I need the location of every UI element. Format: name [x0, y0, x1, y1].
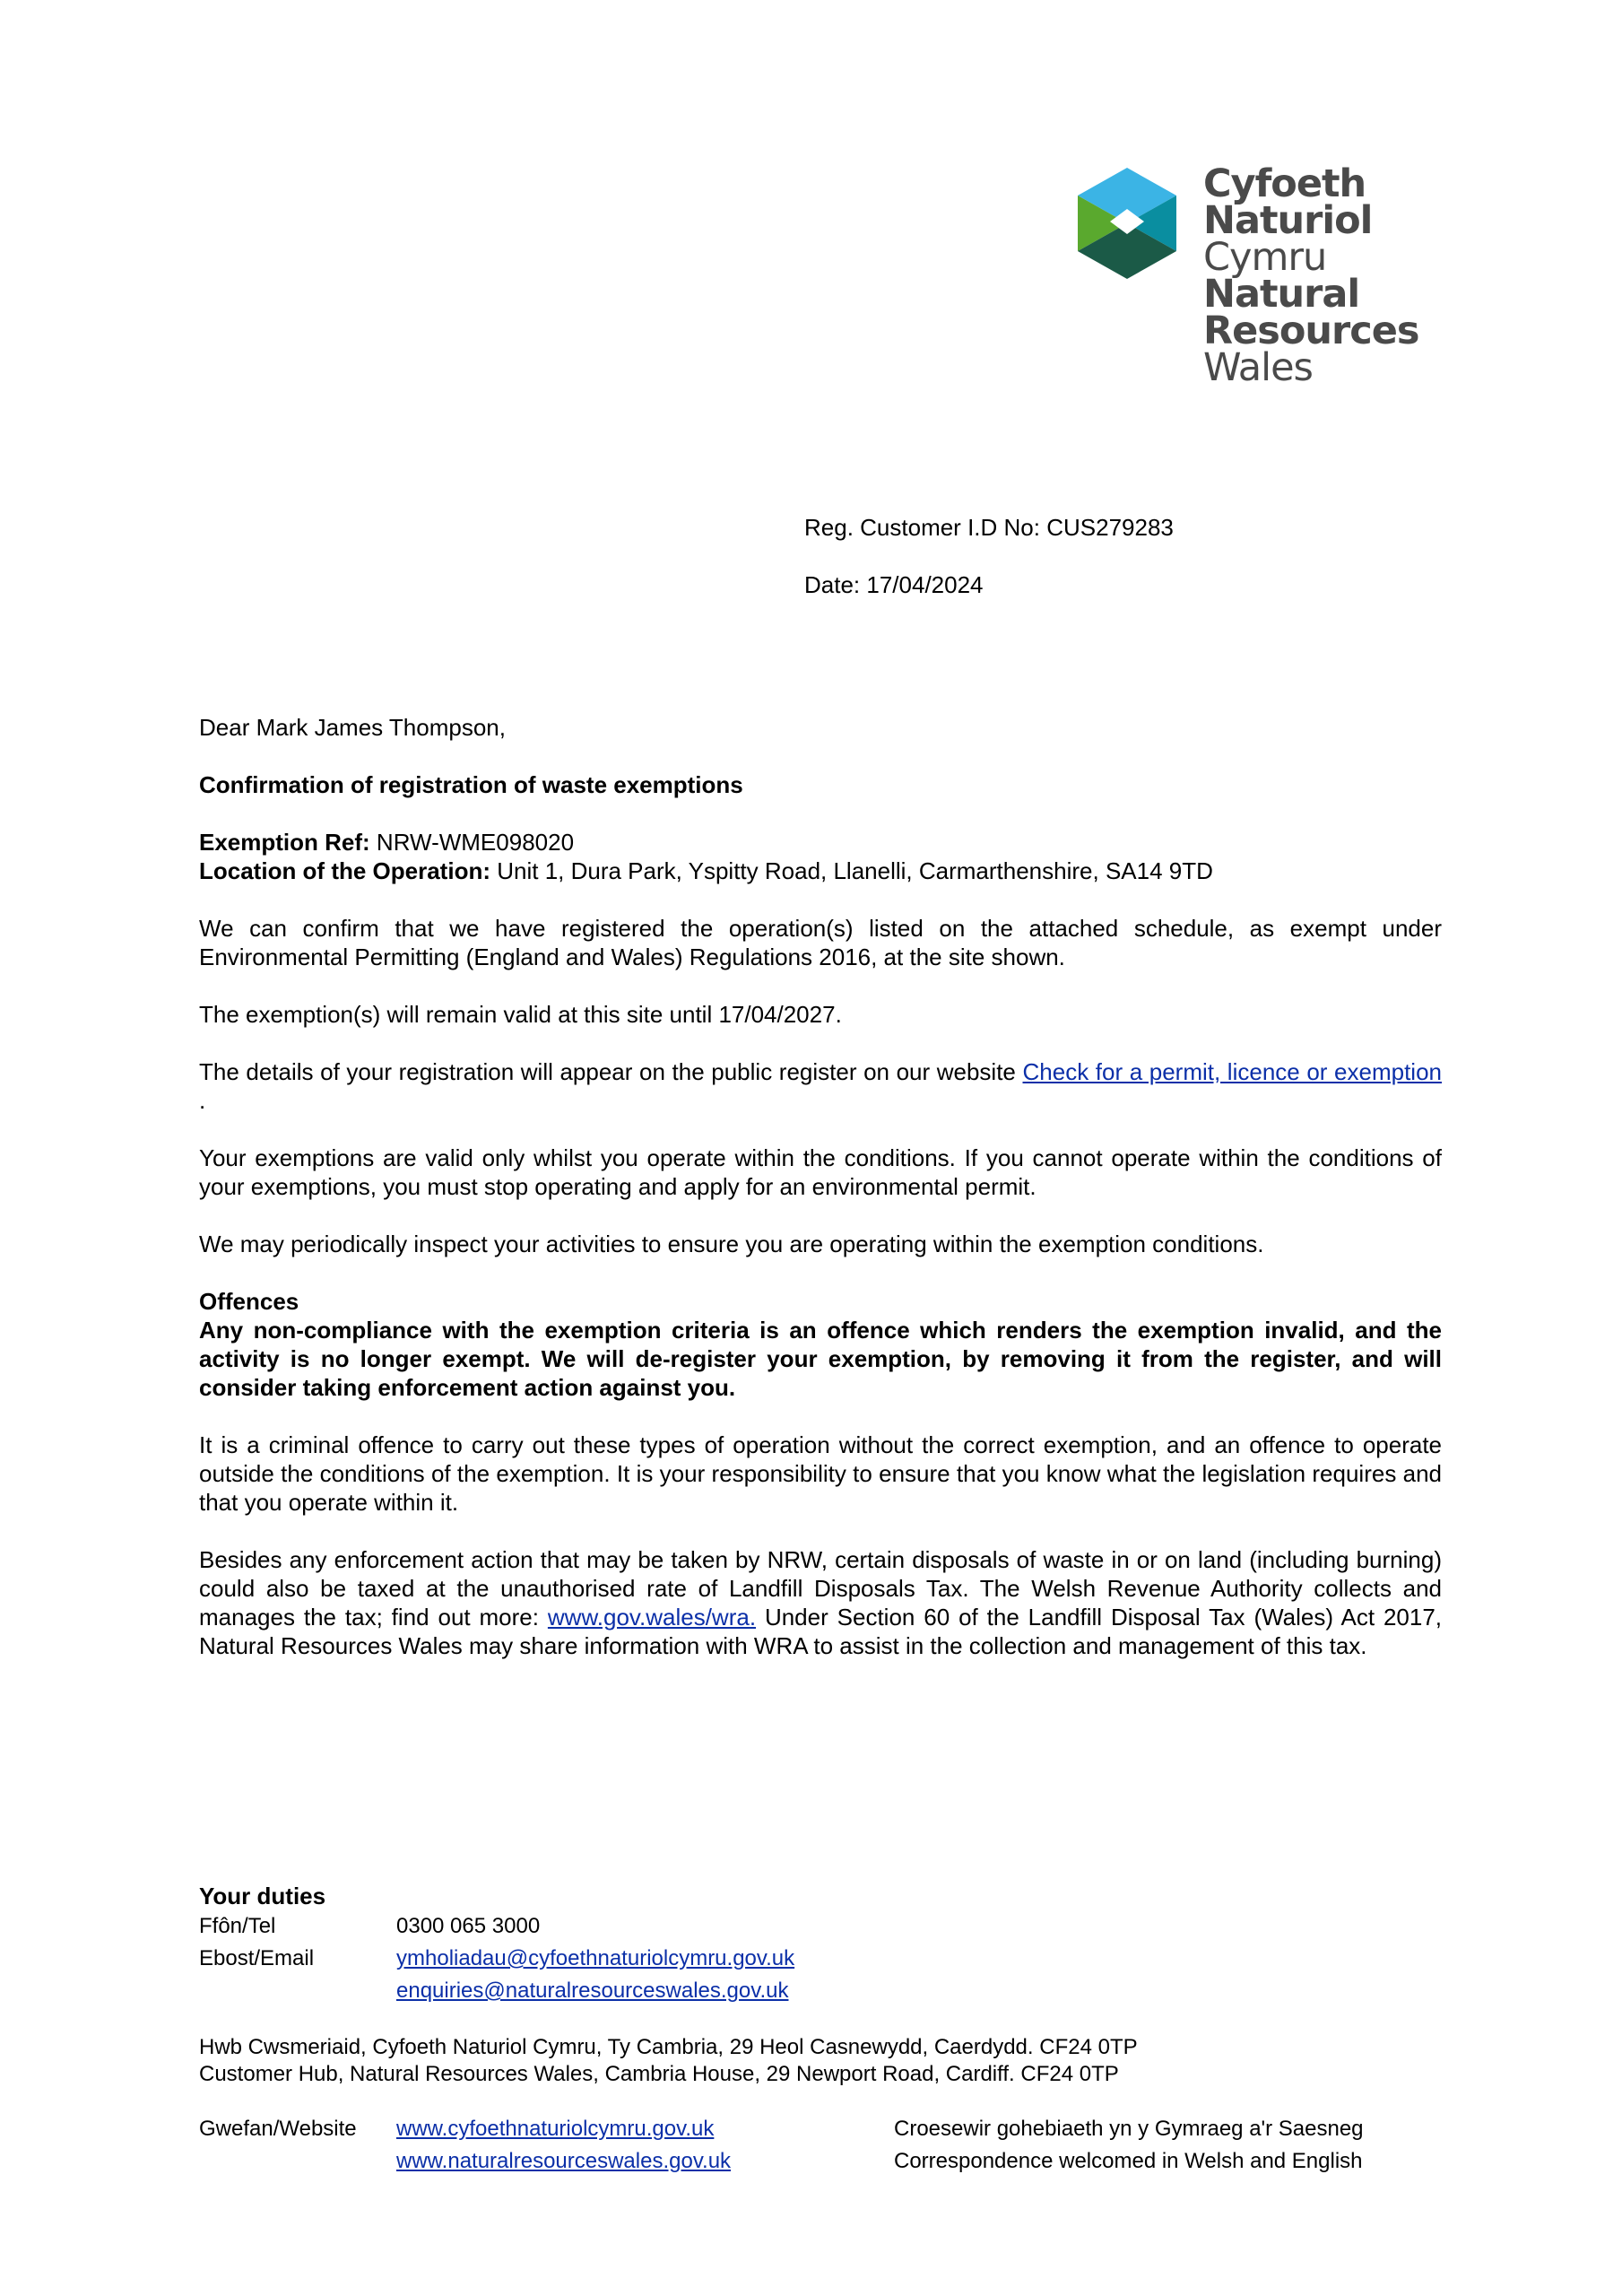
logo-line-cymru: Cymru	[1203, 235, 1327, 280]
location-line	[199, 857, 1442, 885]
email-welsh-link[interactable]: ymholiadau@cyfoethnaturiolcymru.gov.uk	[396, 1946, 795, 1970]
website-row	[199, 2113, 1454, 2178]
email-row	[199, 1943, 1454, 2007]
para-criminal: It is a criminal offence to carry out these types of operation without the correct exemption, and an offence to operate outside the conditions of the exemption. It is your responsibility to ensure that you know what the legislation requires and that you operate within it.	[199, 1431, 1442, 1516]
logo-line-cyfoeth: Cyfoeth	[1203, 161, 1366, 206]
para-register-end: .	[199, 1087, 206, 1114]
correspondence-welsh: Croesewir gohebiaeth yn y Gymraeg a'r Saesneg	[894, 2117, 1364, 2141]
exemption-ref-label: Exemption Ref:	[199, 829, 370, 856]
email-links	[396, 1943, 794, 2007]
tel-row	[199, 1910, 1454, 1943]
para-register	[199, 1057, 1442, 1115]
salutation: Dear Mark James Thompson,	[199, 714, 506, 741]
your-duties-title: Your duties	[199, 1883, 326, 1909]
address-block	[199, 2034, 1454, 2088]
para-tax	[199, 1545, 1442, 1660]
para-conditions: Your exemptions are valid only whilst you operate within the conditions. If you cannot operate within the conditions of your exemptions, you must stop operating and apply for an environmental permit.	[199, 1144, 1442, 1200]
tel-value: 0300 065 3000	[396, 1914, 541, 1938]
date-label: Date:	[804, 571, 861, 598]
exemption-ref-line	[199, 828, 1442, 857]
letter-body	[199, 713, 1442, 1689]
offences-title: Offences	[199, 1288, 299, 1315]
email-english-link[interactable]: enquiries@naturalresourceswales.gov.uk	[396, 1979, 789, 2003]
location-label: Location of the Operation:	[199, 857, 490, 884]
website-english-link[interactable]: www.naturalresourceswales.gov.uk	[396, 2149, 732, 2173]
location-value: Unit 1, Dura Park, Yspitty Road, Llanelli, Carmarthenshire, SA14 9TD	[497, 857, 1213, 884]
date-value: 17/04/2024	[866, 571, 984, 598]
logo-wordmark	[1203, 161, 1419, 390]
website-links	[396, 2113, 894, 2178]
customer-id-line	[804, 514, 1174, 541]
date-line	[804, 571, 984, 598]
address-english: Customer Hub, Natural Resources Wales, Cambria House, 29 Newport Road, Cardiff. CF24 0TP	[199, 2062, 1119, 2086]
para-register-text: The details of your registration will appear on the public register on our website	[199, 1058, 1023, 1085]
correspondence-english: Correspondence welcomed in Welsh and English	[894, 2149, 1363, 2173]
para-valid: The exemption(s) will remain valid at this site until 17/04/2027.	[199, 1001, 842, 1028]
customer-id-label: Reg. Customer I.D No:	[804, 514, 1040, 541]
para-tax-rest: Under Section 60 of the Landfill Disposal Tax (Wales) Act 2017, Natural Resources Wales may share information with WRA to assist in the collection and management of this tax.	[199, 1604, 1443, 1659]
logo-line-natural: Natural	[1203, 272, 1360, 317]
website-welsh-link[interactable]: www.cyfoethnaturiolcymru.gov.uk	[396, 2117, 715, 2141]
para-inspect: We may periodically inspect your activities to ensure you are operating within the exemption conditions.	[199, 1231, 1264, 1257]
para-tax-text: Besides any enforcement action that may be taken by NRW, certain disposals of waste in or on land (including burning) could also be taxed at the unauthorised rate of Landfill Disposals Tax. The Welsh Revenue Authority collects and manages the tax; find out more:	[199, 1546, 1442, 1631]
logo-line-resources: Resources	[1203, 309, 1419, 353]
logo-line-naturiol: Naturiol	[1203, 198, 1373, 243]
letter-footer	[199, 1882, 1454, 2178]
nrw-hexagon-icon	[1069, 166, 1185, 281]
para-confirm: We can confirm that we have registered the operation(s) listed on the attached schedule, as exempt under Environmental Permitting (England and Wales) Regulations 2016, at the site shown.	[199, 915, 1442, 970]
email-label: Ebost/Email	[199, 1946, 315, 1970]
logo-line-wales: Wales	[1203, 345, 1313, 390]
address-welsh: Hwb Cwsmeriaid, Cyfoeth Naturiol Cymru, Ty Cambria, 29 Heol Casnewydd, Caerdydd. CF24 0TP	[199, 2035, 1138, 2059]
letter-subject: Confirmation of registration of waste exemptions	[199, 771, 743, 798]
offences-text: Any non-compliance with the exemption criteria is an offence which renders the exemption invalid, and the activity is no longer exempt. We will de-register your exemption, by removing it from the register, and will consider taking enforcement action against you.	[199, 1317, 1442, 1401]
customer-id-value: CUS279283	[1046, 514, 1174, 541]
exemption-ref-value: NRW-WME098020	[376, 829, 575, 856]
correspondence-note	[894, 2113, 1364, 2178]
nrw-logo	[1069, 161, 1427, 399]
website-label: Gwefan/Website	[199, 2117, 357, 2141]
tel-label: Ffôn/Tel	[199, 1914, 276, 1938]
public-register-link[interactable]: Check for a permit, licence or exemption	[1022, 1058, 1442, 1085]
wra-link[interactable]: www.gov.wales/wra.	[547, 1604, 757, 1631]
